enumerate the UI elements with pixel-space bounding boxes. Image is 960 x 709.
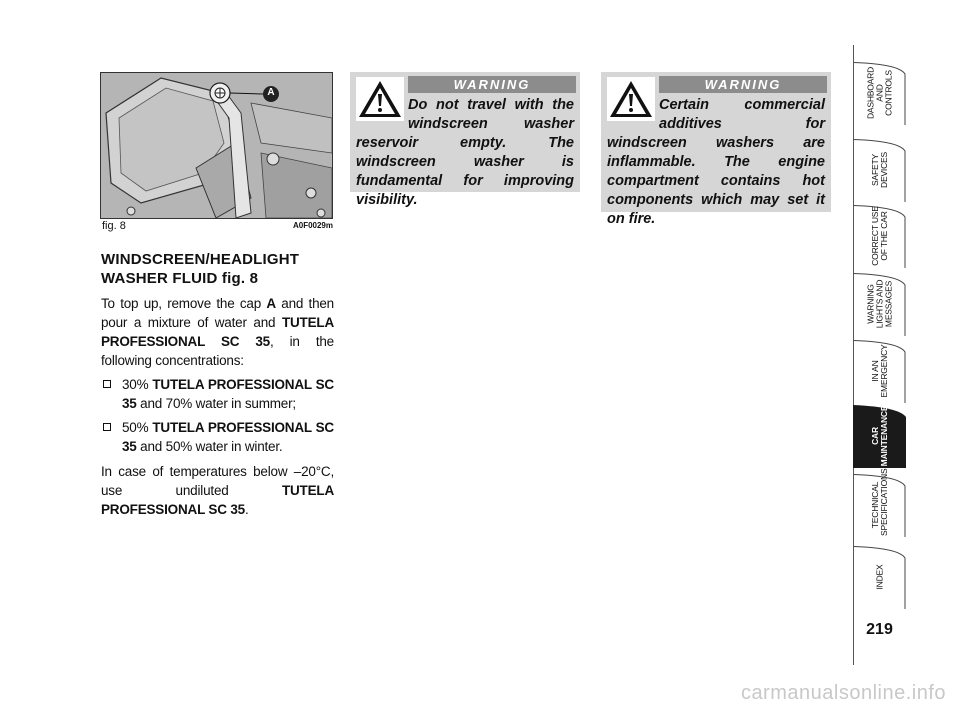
engine-bay-figure: [100, 72, 333, 219]
tab-car-maintenance[interactable]: [853, 405, 906, 468]
watermark: carmanualsonline.info: [740, 682, 946, 704]
figure-label: fig. 8: [102, 220, 126, 232]
page-number: 219: [866, 621, 893, 638]
warning-label: WARNING: [408, 76, 576, 93]
para1-text-2: and then pour a mixture of water and: [101, 296, 334, 330]
instruction-paragraph: [101, 294, 334, 370]
figure-caption: [100, 220, 333, 236]
tab-label: IN AN EMERGENCY: [870, 344, 889, 398]
section-title-line1: WINDSCREEN/HEADLIGHT: [101, 251, 300, 268]
figure-code: A0F0029m: [292, 221, 333, 230]
tab-safety-devices[interactable]: [853, 139, 906, 202]
tab-in-an-emergency[interactable]: [853, 340, 906, 403]
warning-label: WARNING: [659, 76, 827, 93]
temperature-paragraph: [101, 462, 334, 519]
list-item-text: [122, 375, 334, 413]
list-item-text: [122, 418, 334, 456]
bullet-product: TUTELA PROFESSIONAL SC 35: [122, 377, 334, 411]
tab-label: SAFETY DEVICES: [870, 152, 889, 188]
para2-text-1: In case of temperatures below –20°C, use undiluted: [101, 464, 334, 498]
engine-bay-drawing: [101, 73, 332, 218]
warning-text: Do not travel with the windscreen washer reservoir empty. The windscreen washer is fundamental for improving visibility.: [356, 97, 574, 208]
tab-warning-lights-and-messages[interactable]: [853, 273, 906, 336]
para1-text-3: , in the following concentrations:: [101, 334, 334, 368]
figure-callout: A: [267, 87, 275, 98]
checkbox-bullet-icon: [103, 380, 111, 388]
tab-label: INDEX: [874, 564, 885, 590]
tab-label: CAR MAINTENANCE: [870, 405, 889, 467]
tab-label: WARNING LIGHTS AND MESSAGES: [865, 279, 894, 329]
bullet-product: TUTELA PROFESSIONAL SC 35: [122, 420, 334, 454]
tab-index[interactable]: [853, 546, 906, 609]
warning-box: [350, 72, 580, 208]
bullet-percentage: 30%: [122, 377, 153, 392]
tab-label: TECHNICAL SPECIFICATIONS: [870, 468, 889, 536]
bullet-rest: and 50% water in winter.: [136, 439, 283, 454]
tab-technical-specifications[interactable]: [853, 468, 906, 537]
section-title: [101, 250, 341, 288]
para2-text-2: .: [244, 502, 249, 517]
bullet-rest: and 70% water in summer;: [136, 396, 296, 411]
section-title-line2: WASHER FLUID fig. 8: [101, 270, 259, 287]
bullet-percentage: 50%: [122, 420, 153, 435]
para1-cap-ref: A: [266, 296, 276, 311]
para2-product: TUTELA PROFESSIONAL SC 35: [101, 483, 334, 517]
tab-label: CORRECT USE OF THE CAR: [870, 206, 889, 266]
para1-text-1: To top up, remove the cap: [101, 296, 267, 311]
warning-box: [601, 72, 831, 227]
tab-dashboard-and-controls[interactable]: [853, 62, 906, 125]
checkbox-bullet-icon: [103, 423, 111, 431]
tab-label: DASHBOARD AND CONTROLS: [865, 66, 894, 120]
tab-correct-use-of-the-car[interactable]: [853, 205, 906, 268]
warning-text: Certain commercial additives for windscreen washers are inflammable. The engine compartment contains hot components which may set it on fire.: [607, 97, 825, 227]
para1-product: TUTELA PROFESSIONAL SC 35: [101, 315, 334, 349]
